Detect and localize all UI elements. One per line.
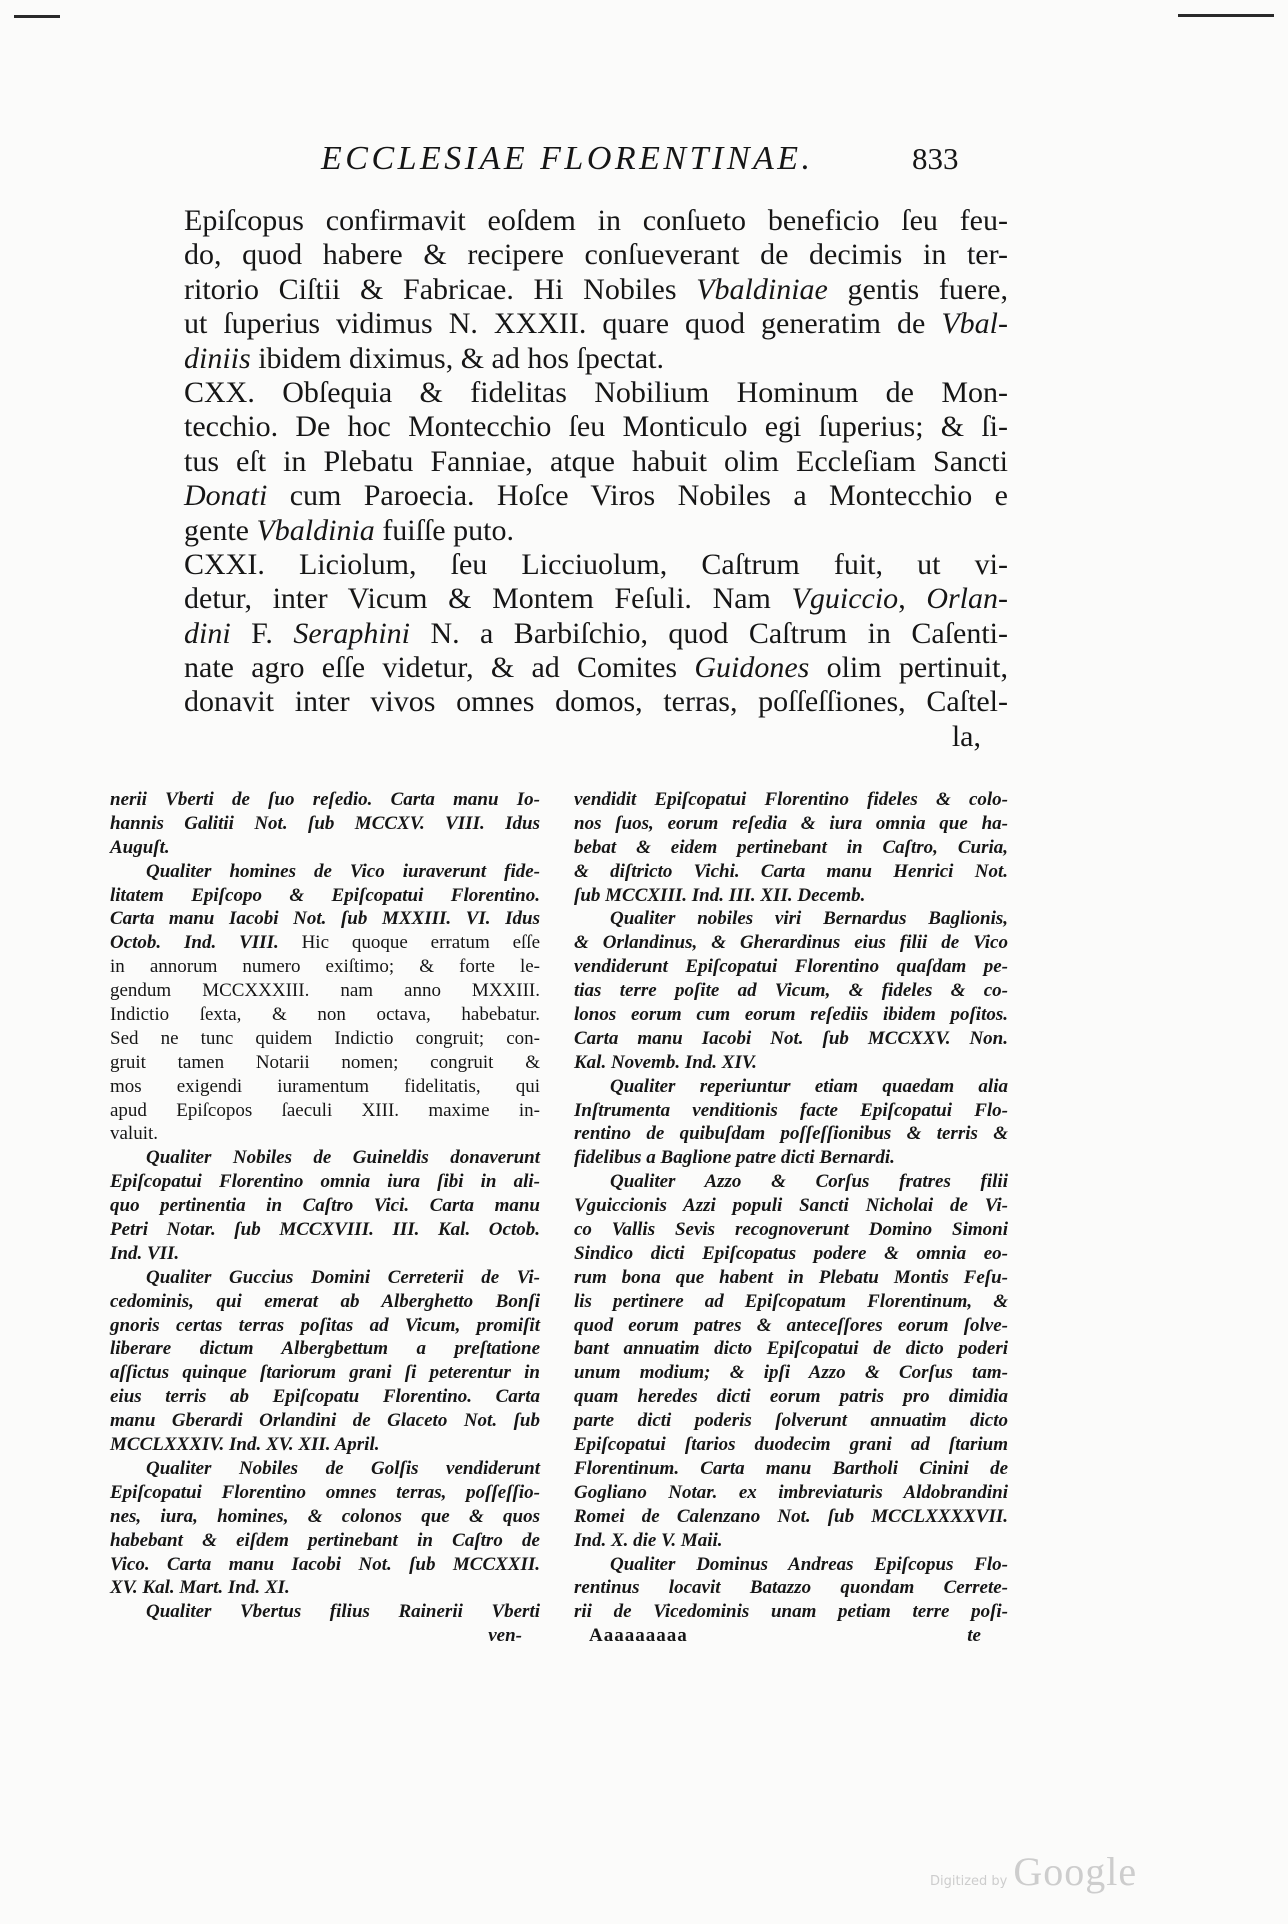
footnote-line: quo pertinentia in Caſtro Vici. Carta manu — [110, 1195, 540, 1217]
text-segment: gentis fuere, — [827, 272, 1008, 306]
main-text-line — [184, 651, 1008, 685]
footnote-column-left — [110, 788, 540, 1648]
footnote-line: quam heredes dicti eorum patris pro dimidia — [574, 1386, 1008, 1408]
text-segment: ut ſuperius vidimus N. XXXII. quare quod generatim de — [184, 307, 942, 341]
watermark — [930, 1848, 1137, 1895]
footnote-line: hannis Galitii Not. ſub MCCXV. VIII. Idus — [110, 812, 540, 834]
footnote-line: Qualiter Azzo & Corſus fratres filii — [610, 1171, 1008, 1193]
italic-text: Vguiccio — [791, 582, 899, 616]
text-segment: tus eſt in Plebatu Fanniae, atque habuit olim Eccleſiam Sancti — [184, 444, 1008, 478]
main-text-line — [184, 582, 1008, 616]
text-segment: donavit inter vivos omnes domos, terras, poſſeſſiones, Caſtel- — [184, 685, 1008, 719]
footnote-line: Auguſt. — [110, 836, 170, 858]
italic-text: diniis — [184, 341, 251, 375]
italic-text: Orlan- — [926, 582, 1009, 616]
footnote-line: Epiſcopatui ſtarios duodecim grani ad ſtarium — [574, 1434, 1008, 1456]
footnote-line: lonos eorum cum eorum reſediis ibidem poſitos. — [574, 1004, 1008, 1026]
text-segment: fuiſſe puto. — [374, 513, 514, 547]
scan-edge-mark-right — [1178, 14, 1274, 17]
footnote-line: Vico. Carta manu Iacobi Not. ſub MCCXXII. — [110, 1553, 540, 1575]
main-text-line — [184, 548, 1008, 582]
footnote-line: bebat & eidem pertinebant in Caſtro, Curia, — [574, 836, 1008, 858]
footnote-line: litatem Epiſcopo & Epiſcopatui Florentino. — [110, 884, 540, 906]
text-segment: , — [898, 582, 927, 616]
footnote-line: Qualiter Dominus Andreas Epiſcopus Flo- — [610, 1553, 1008, 1575]
footnote-line: & diſtricto Vichi. Carta manu Henrici Not. — [574, 860, 1008, 882]
footnote-line: aſſictus quinque ſtariorum grani ſi peterentur in — [110, 1362, 540, 1384]
footnote-line: ſub MCCXIII. Ind. III. XII. Decemb. — [574, 884, 866, 906]
text-segment: olim pertinuit, — [809, 651, 1008, 685]
footnote-line: XV. Kal. Mart. Ind. XI. — [110, 1577, 290, 1599]
footnote-line: tias terre poſite ad Vicum, & fideles & co- — [574, 980, 1008, 1002]
footnote-line: quod eorum patres & anteceſſores eorum ſolve- — [574, 1314, 1008, 1336]
footnote-line: cedominis, qui emerat ab Alberghetto Bonſi — [110, 1290, 540, 1312]
footnote-line: gnoris certas terras poſitas ad Vicum, promiſit — [110, 1314, 540, 1336]
main-text-line — [184, 342, 1008, 376]
footnote-catchword: ven- — [488, 1625, 522, 1647]
footnote-line: Ind. VII. — [110, 1242, 180, 1264]
footnote-line: liberare dictum Albergbettum a preſtatione — [110, 1338, 540, 1360]
footnote-line: Qualiter Nobiles de Guineldis donaverunt — [146, 1147, 540, 1169]
footnote-line: Carta manu Iacobi Not. ſub MXXIII. VI. Idus — [110, 908, 540, 930]
footnote-line: nes, iura, homines, & colonos que & quos — [110, 1505, 540, 1527]
footnote-line: vendidit Epiſcopatui Florentino fideles & colo- — [574, 789, 1008, 810]
footnote-catchword: te — [967, 1625, 981, 1647]
footnote-line: gendum MCCXXXIII. nam anno MXXIII. — [110, 980, 540, 1002]
footnote-line: eius terris ab Epiſcopatu Florentino. Carta — [110, 1386, 540, 1408]
printer-signature: Aaaaaaaaa — [589, 1625, 688, 1647]
footnote-line: manu Gberardi Orlandini de Glaceto Not. ſub — [110, 1410, 540, 1432]
footnote-line: nerii Vberti de ſuo reſedio. Carta manu Io- — [110, 789, 540, 810]
footnote-line: rentinus locavit Batazzo quondam Cerrete- — [574, 1577, 1008, 1599]
footnote-line: Qualiter Nobiles de Golſis vendiderunt — [146, 1457, 540, 1479]
footnote-line: habebant & eiſdem pertinebant in Caſtro de — [110, 1529, 540, 1551]
footnote-line: Inſtrumenta venditionis facte Epiſcopatui Flo- — [574, 1099, 1008, 1121]
italic-text: Octob. Ind. VIII. — [110, 932, 279, 954]
footnote-line: rentino de quibuſdam poſſeſſionibus & terris & — [574, 1123, 1008, 1145]
text-segment: Hic quoque erratum eſſe — [278, 932, 541, 954]
text-segment: ritorio Ciſtii & Fabricae. Hi Nobiles — [184, 272, 697, 306]
footnote-line: Vguiccionis Azzi populi Sancti Nicholai de Vi- — [574, 1195, 1008, 1217]
text-segment: nate agro eſſe videtur, & ad Comites — [184, 651, 695, 685]
footnote-line: in annorum numero exiſtimo; & forte le- — [110, 956, 540, 978]
main-text-line — [184, 514, 1008, 548]
footnote-line: gruit tamen Notarii nomen; congruit & — [110, 1051, 540, 1073]
text-segment: Epiſcopus confirmavit eoſdem in conſueto beneficio ſeu feu- — [184, 204, 1008, 237]
footnote-line: Qualiter nobiles viri Bernardus Baglionis, — [610, 908, 1008, 930]
footnote-line: nos ſuos, eorum reſedia & iura omnia que ha- — [574, 812, 1008, 834]
italic-text: Vbaldiniae — [696, 272, 828, 306]
text-segment: cum Paroecia. Hoſce Viros Nobiles a Montecchio e — [267, 479, 1008, 513]
main-text-line — [184, 685, 1008, 719]
footnote-column-right — [574, 788, 1008, 1648]
footnote-line: Florentinum. Carta manu Bartholi Cinini de — [574, 1457, 1008, 1479]
footnote-line: co Vallis Sevis recognoverunt Domino Simoni — [574, 1219, 1008, 1241]
main-text-line — [184, 273, 1008, 307]
main-text-line — [184, 307, 1008, 341]
main-text-line — [184, 617, 1008, 651]
text-segment: F. — [230, 616, 294, 650]
italic-text: Donati — [184, 479, 268, 513]
footnote-line: vendiderunt Epiſcopatui Florentino quaſdam pe- — [574, 956, 1008, 978]
text-segment: gente — [184, 513, 257, 547]
footnote-line: rum bona que habent in Plebatu Montis Feſu- — [574, 1266, 1008, 1288]
footnote-line: MCCLXXXIV. Ind. XV. XII. April. — [110, 1434, 380, 1456]
footnote-line: Sindico dicti Epiſcopatus podere & omnia eo- — [574, 1242, 1008, 1264]
text-segment: N. a Barbiſchio, quod Caſtrum in Caſenti- — [410, 616, 1008, 650]
footnote-line: Ind. X. die V. Maii. — [574, 1529, 723, 1551]
footnote-line: & Orlandinus, & Gherardinus eius filii de Vico — [574, 932, 1008, 954]
footnote-line: Qualiter homines de Vico iuraverunt fide- — [146, 860, 540, 882]
text-segment: CXX. Obſequia & fidelitas Nobilium Hominum de Mon- — [184, 375, 1008, 409]
footnote-line: Romei de Calenzano Not. ſub MCCLXXXXVII. — [574, 1505, 1008, 1527]
footnote-line: Gogliano Notar. ex imbreviaturis Aldobrandini — [574, 1481, 1008, 1503]
footnote-line: Petri Notar. ſub MCCXVIII. III. Kal. Octob. — [110, 1219, 540, 1241]
footnote-line — [110, 931, 540, 955]
footnote-line: parte dicti poderis ſolverunt annuatim dicto — [574, 1410, 1008, 1432]
footnote-line: fidelibus a Baglione patre dicti Bernardi. — [574, 1147, 895, 1169]
main-text-line — [184, 238, 1008, 272]
footnote-line: Epiſcopatui Florentino omnes terras, poſſeſſio- — [110, 1481, 540, 1503]
footnote-line: Indictio ſexta, & non octava, habebatur. — [110, 1004, 540, 1026]
main-text-line — [184, 410, 1008, 444]
text-segment: ibidem diximus, & ad hos ſpectat. — [250, 341, 664, 375]
footnote-line: mos exigendi iuramentum fidelitatis, qui — [110, 1075, 540, 1097]
italic-text: Seraphini — [293, 616, 411, 650]
footnote-line: Epiſcopatui Florentino omnia iura ſibi in ali- — [110, 1171, 540, 1193]
text-segment: tecchio. De hoc Montecchio ſeu Monticulo egi ſuperius; & ſi- — [184, 410, 1008, 444]
watermark-prefix: Digitized by — [930, 1874, 1008, 1889]
footnote-line: lis pertinere ad Epiſcopatum Florentinum, & — [574, 1290, 1008, 1312]
catchword: la, — [951, 719, 981, 753]
main-text-line — [184, 479, 1008, 513]
main-text-line — [184, 204, 1008, 238]
italic-text: dini — [184, 616, 231, 650]
footnote-line: Qualiter Vbertus filius Rainerii Vberti — [146, 1601, 540, 1623]
running-head: ECCLESIAE FLORENTINAE. — [321, 140, 814, 177]
footnote-line: Qualiter reperiuntur etiam quaedam alia — [610, 1075, 1008, 1097]
scan-edge-mark-left — [14, 15, 60, 18]
text-segment: do, quod habere & recipere conſueverant de decimis in ter- — [184, 238, 1008, 272]
page-number: 833 — [912, 141, 959, 176]
footnote-line: bant annuatim dicto Epiſcopatui de dicto poderi — [574, 1338, 1008, 1360]
footnote-line: rii de Vicedominis unam petiam terre poſi- — [574, 1601, 1008, 1623]
footnote-line: Qualiter Guccius Domini Cerreterii de Vi- — [146, 1266, 540, 1288]
main-text-line — [184, 376, 1008, 410]
footnote-line: Kal. Novemb. Ind. XIV. — [574, 1051, 757, 1073]
footnote-line: valuit. — [110, 1123, 159, 1145]
footnote-line — [574, 1624, 1008, 1648]
italic-text: Vbal- — [941, 307, 1008, 341]
footnote-line: Sed ne tunc quidem Indictio congruit; con- — [110, 1027, 540, 1049]
footnote-line: apud Epiſcopos ſaeculi XIII. maxime in- — [110, 1099, 540, 1121]
watermark-brand: Google — [1013, 1849, 1138, 1894]
text-segment: detur, inter Vicum & Montem Feſuli. Nam — [184, 582, 792, 616]
italic-text: Vbaldinia — [256, 513, 375, 547]
italic-text: Guidones — [694, 651, 810, 685]
main-text-block — [184, 204, 1008, 754]
footnote-line: unum modium; & ipſi Azzo & Corſus tam- — [574, 1362, 1008, 1384]
footnote-line: Carta manu Iacobi Not. ſub MCCXXV. Non. — [574, 1027, 1008, 1049]
text-segment: CXXI. Liciolum, ſeu Licciuolum, Caſtrum fuit, ut vi- — [184, 547, 1008, 581]
main-text-line — [184, 445, 1008, 479]
